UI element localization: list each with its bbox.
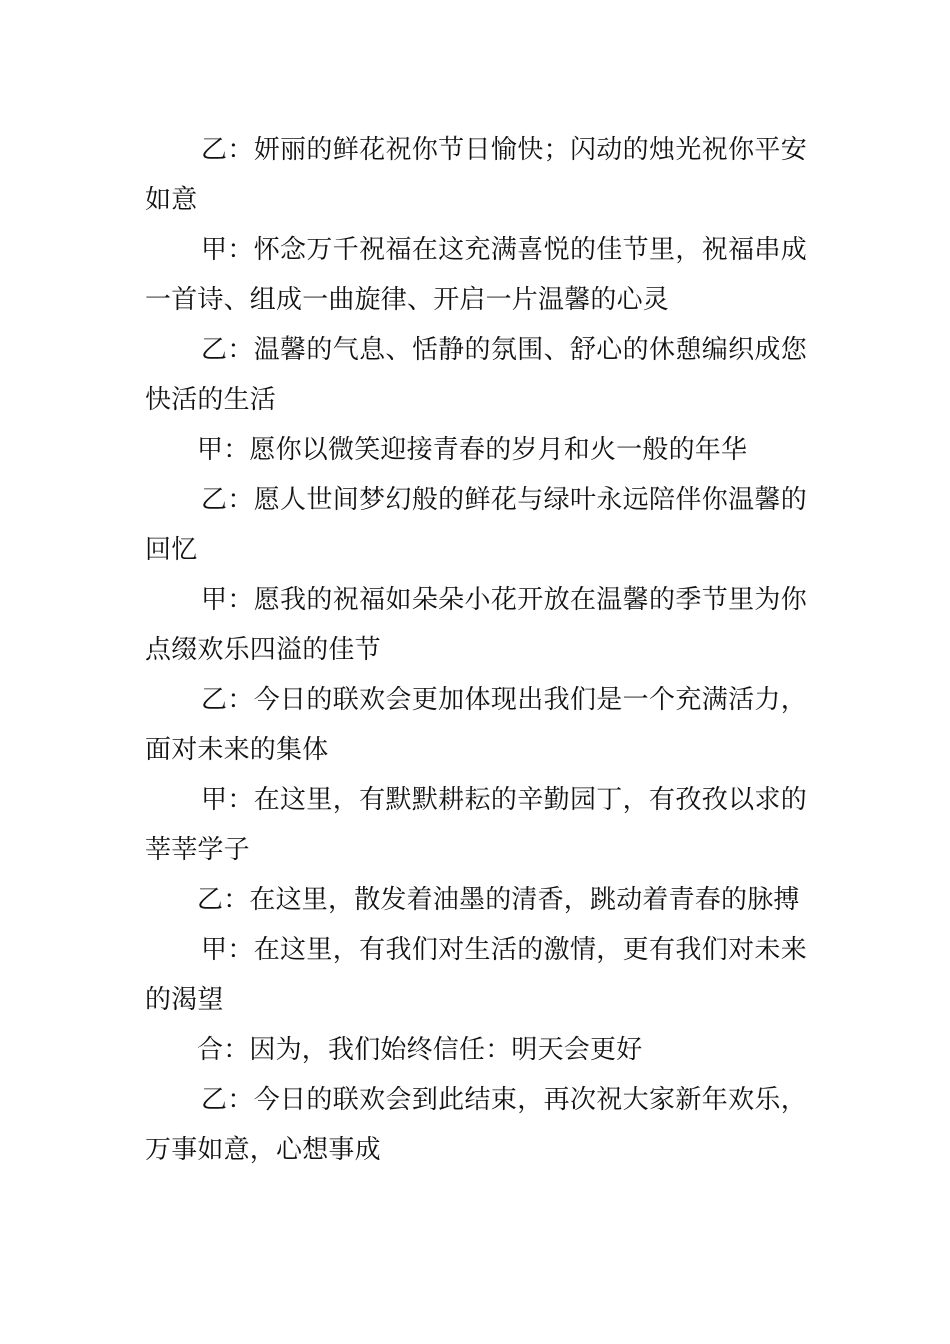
document-body bbox=[145, 125, 807, 1175]
paragraph-2: 甲：怀念万千祝福在这充满喜悦的佳节里，祝福串成一首诗、组成一曲旋律、开启一片温馨的心灵 bbox=[145, 235, 807, 315]
paragraph-7: 乙：今日的联欢会更加体现出我们是一个充满活力，面对未来的集体 bbox=[145, 685, 807, 765]
paragraph-9: 乙：在这里，散发着油墨的清香，跳动着青春的脉搏 bbox=[197, 885, 800, 915]
paragraph-8: 甲：在这里，有默默耕耘的辛勤园丁，有孜孜以求的莘莘学子 bbox=[145, 785, 807, 865]
paragraph-6: 甲：愿我的祝福如朵朵小花开放在温馨的季节里为你点缀欢乐四溢的佳节 bbox=[145, 585, 807, 665]
paragraph-5: 乙：愿人世间梦幻般的鲜花与绿叶永远陪伴你温馨的回忆 bbox=[145, 485, 807, 565]
paragraph-4: 甲：愿你以微笑迎接青春的岁月和火一般的年华 bbox=[197, 435, 748, 465]
paragraph-10: 甲：在这里，有我们对生活的激情，更有我们对未来的渴望 bbox=[145, 935, 807, 1015]
paragraph-12: 乙：今日的联欢会到此结束，再次祝大家新年欢乐，万事如意，心想事成 bbox=[145, 1085, 807, 1165]
paragraph-3: 乙：温馨的气息、恬静的氛围、舒心的休憩编织成您快活的生活 bbox=[145, 335, 807, 415]
paragraph-11: 合：因为，我们始终信任：明天会更好 bbox=[197, 1035, 643, 1065]
paragraph-1: 乙：妍丽的鲜花祝你节日愉快；闪动的烛光祝你平安如意 bbox=[145, 135, 807, 215]
